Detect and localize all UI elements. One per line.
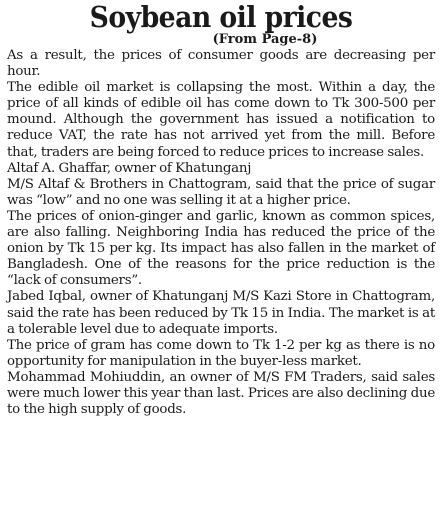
- paragraph-edible-oil: The edible oil market is collapsing the most. Within a day, the price of all kinds of edible oil has come down to Tk 300-500 per mound. Although the government has issued a notification to reduce VAT, the rate has not arrived yet from the mill. Before that, traders are being forced to reduce prices to increase sales.: [7, 80, 435, 160]
- continuation-note: (From Page-8): [212, 32, 318, 47]
- article-body: [7, 48, 435, 418]
- paragraph-sugar-price: M/S Altaf & Brothers in Chattogram, said that the price of sugar was “low” and no one was selling it at a higher price.: [7, 176, 435, 208]
- paragraph-mohiuddin: Mohammad Mohiuddin, an owner of M/S FM Traders, said sales were much lower this year than last. Prices are also declining due to the high supply of goods.: [7, 369, 435, 418]
- paragraph-gram-price: The price of gram has come down to Tk 1-2 per kg as there is no opportunity for manipulation in the buyer-less market.: [7, 337, 435, 369]
- paragraph-altaf-ghaffar: Altaf A. Ghaffar, owner of Khatunganj: [7, 160, 252, 176]
- paragraph-onion-spices: The prices of onion-ginger and garlic, known as common spices, are also falling. Neighboring India has reduced the price of the onion by Tk 15 per kg. Its impact has also fallen in the market of Bangladesh. One of the reasons for the price reduction is the “lack of consumers”.: [7, 208, 435, 289]
- article-headline: Soybean oil prices: [89, 0, 353, 34]
- paragraph-jabed-iqbal: Jabed Iqbal, owner of Khatunganj M/S Kazi Store in Chattogram, said the rate has been reduced by Tk 15 in India. The market is at a tolerable level due to adequate imports.: [7, 289, 435, 337]
- paragraph-intro: As a result, the prices of consumer goods are decreasing per hour.: [7, 48, 435, 80]
